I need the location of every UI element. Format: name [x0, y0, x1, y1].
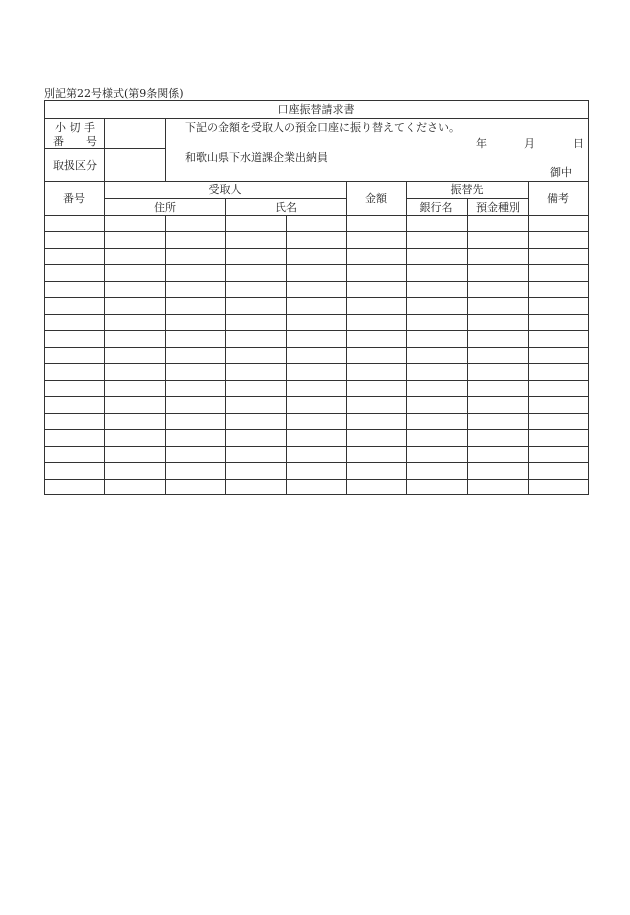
transfer-request-form: [44, 100, 589, 495]
instruction-text: 下記の金額を受取人の預金口座に振り替えてください。: [185, 121, 460, 134]
check-number-label-2: 番 号: [53, 135, 97, 148]
date-day-label: 日: [573, 137, 584, 150]
form-reference: 別記第22号様式(第9条関係): [44, 87, 184, 100]
addressee: 和歌山県下水道課企業出納員: [185, 151, 328, 164]
header-remarks: 備考: [547, 192, 569, 205]
header-transfer-destination: 振替先: [450, 183, 484, 196]
form-title: 口座振替請求書: [277, 103, 355, 116]
header-address: 住所: [154, 201, 176, 214]
blank-rows: [44, 232, 589, 480]
check-number-label: 小 切 手: [55, 121, 95, 134]
header-bank-name: 銀行名: [419, 201, 453, 214]
date-year-label: 年: [476, 137, 487, 150]
header-amount: 金額: [365, 192, 387, 205]
header-number: 番号: [63, 192, 85, 205]
header-name: 氏名: [275, 201, 297, 214]
form-grid: [44, 100, 589, 495]
header-deposit-type: 預金種別: [476, 201, 520, 214]
date-month-label: 月: [524, 137, 535, 150]
addressee-suffix: 御中: [550, 166, 572, 179]
header-payee: 受取人: [208, 183, 242, 196]
handling-category-label: 取扱区分: [53, 159, 97, 172]
